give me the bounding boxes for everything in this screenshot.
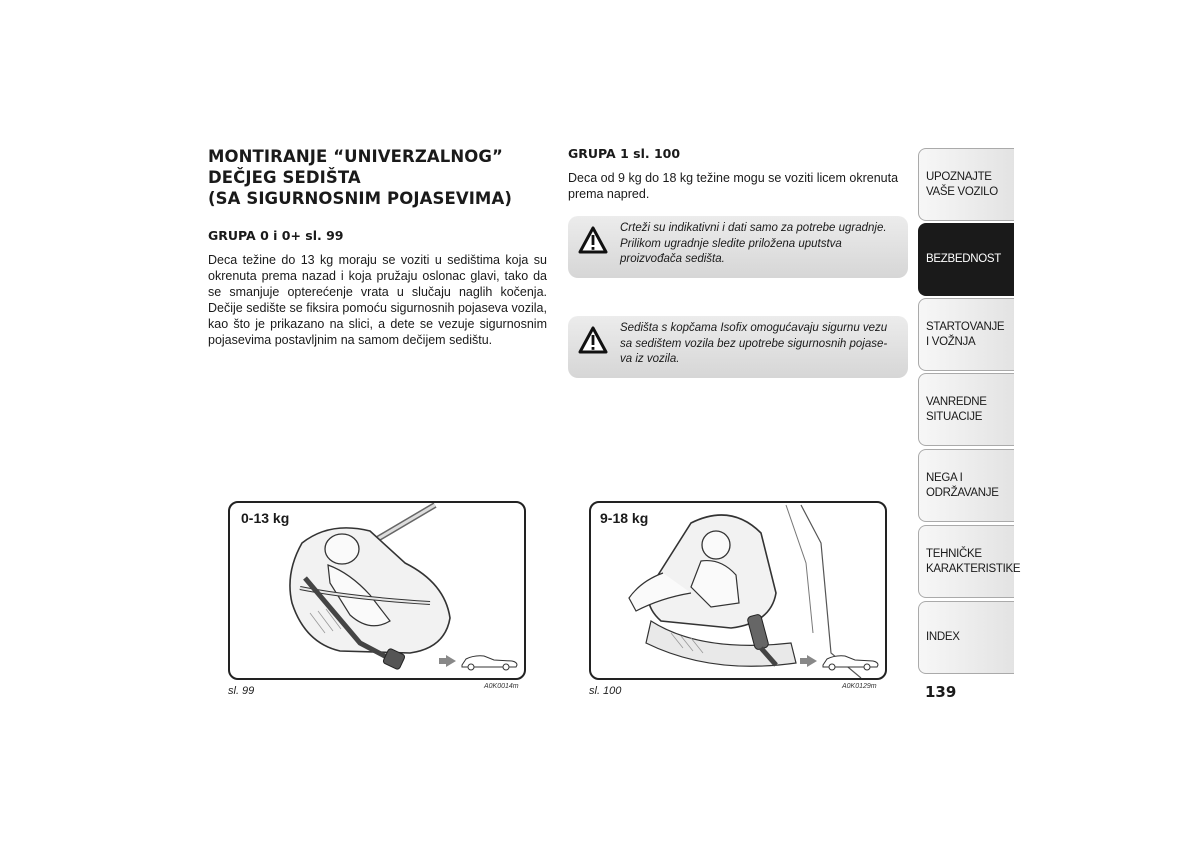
title-line: MONTIRANJE “UNIVERZALNOG”	[208, 147, 503, 166]
tab-label: BEZBEDNOST	[926, 253, 1001, 265]
tab-label: SITUACIJE	[926, 410, 983, 423]
tab-label: STARTOVANJE	[926, 320, 1005, 333]
warning-box	[568, 316, 908, 378]
car-direction-icon	[799, 651, 881, 671]
group-0-body: Deca težine do 13 kg moraju se voziti u sedištima koja su okrenuta prema nazad i koja pružaju oslonac glavi, tako da se smanjuje opterećenje vrata u slučaju naglih kočenja. Dečije sedište se fiksira pomoću sigurnosnih pojaseva vozila, kao što je prikazano na slici, a dete se vezuje sigurnosnim pojasevima postavljnim na samom dečijem sedištu.	[208, 253, 547, 347]
tab-tehnicke-karakteristike[interactable]	[918, 525, 1021, 598]
tab-label: VAŠE VOZILO	[926, 185, 998, 198]
tab-label: ODRŽAVANJE	[926, 486, 999, 499]
title-line: DEČJEG SEDIŠTA	[208, 168, 361, 187]
figure-99	[228, 501, 526, 680]
group-0-heading: GRUPA 0 i 0+ sl. 99	[208, 228, 344, 243]
page-number: 139	[925, 683, 957, 701]
warning-triangle-icon	[578, 326, 608, 354]
figure-code: A0K0014m	[484, 683, 519, 690]
tab-label: UPOZNAJTE	[926, 170, 992, 183]
car-direction-icon	[438, 651, 520, 671]
title-line: (SA SIGURNOSNIM POJASEVIMA)	[208, 189, 512, 208]
tab-label: TEHNIČKE	[926, 547, 982, 560]
figure-caption: sl. 100	[589, 685, 622, 697]
figure-weight-label: 0-13 kg	[241, 510, 290, 526]
tab-label: NEGA I	[926, 471, 963, 484]
warning-text: Sedišta s kopčama Isofix omogućavaju sigurnu vezu sa sedištem vozila bez upotrebe sigurnosnih pojase-va iz vozila.	[620, 322, 888, 365]
tab-vanredne-situacije[interactable]	[918, 373, 1014, 446]
tab-upoznajte-vase-vozilo[interactable]	[918, 148, 1014, 221]
section-title	[208, 146, 548, 209]
tab-bezbednost[interactable]	[918, 223, 1014, 296]
tab-nega-i-odrzavanje[interactable]	[918, 449, 1014, 522]
tab-label: I VOŽNJA	[926, 335, 976, 348]
tab-index[interactable]	[918, 601, 1014, 674]
figure-weight-label: 9-18 kg	[600, 510, 649, 526]
figure-caption: sl. 99	[228, 685, 255, 697]
tab-label: VANREDNE	[926, 395, 987, 408]
group-1-heading: GRUPA 1 sl. 100	[568, 146, 681, 161]
warning-box	[568, 216, 908, 278]
tab-label: KARAKTERISTIKE	[926, 562, 1021, 575]
tab-startovanje-i-voznja[interactable]	[918, 298, 1014, 371]
tab-label: INDEX	[926, 631, 960, 643]
warning-triangle-icon	[578, 226, 608, 254]
figure-code: A0K0129m	[842, 683, 877, 690]
figure-100	[589, 501, 887, 680]
group-1-body: Deca od 9 kg do 18 kg težine mogu se voziti licem okrenuta prema napred.	[568, 171, 899, 201]
warning-text: Crteži su indikativni i dati samo za potrebe ugradnje. Prilikom ugradnje sledite priložena uputstva proizvođača sedišta.	[620, 222, 887, 265]
